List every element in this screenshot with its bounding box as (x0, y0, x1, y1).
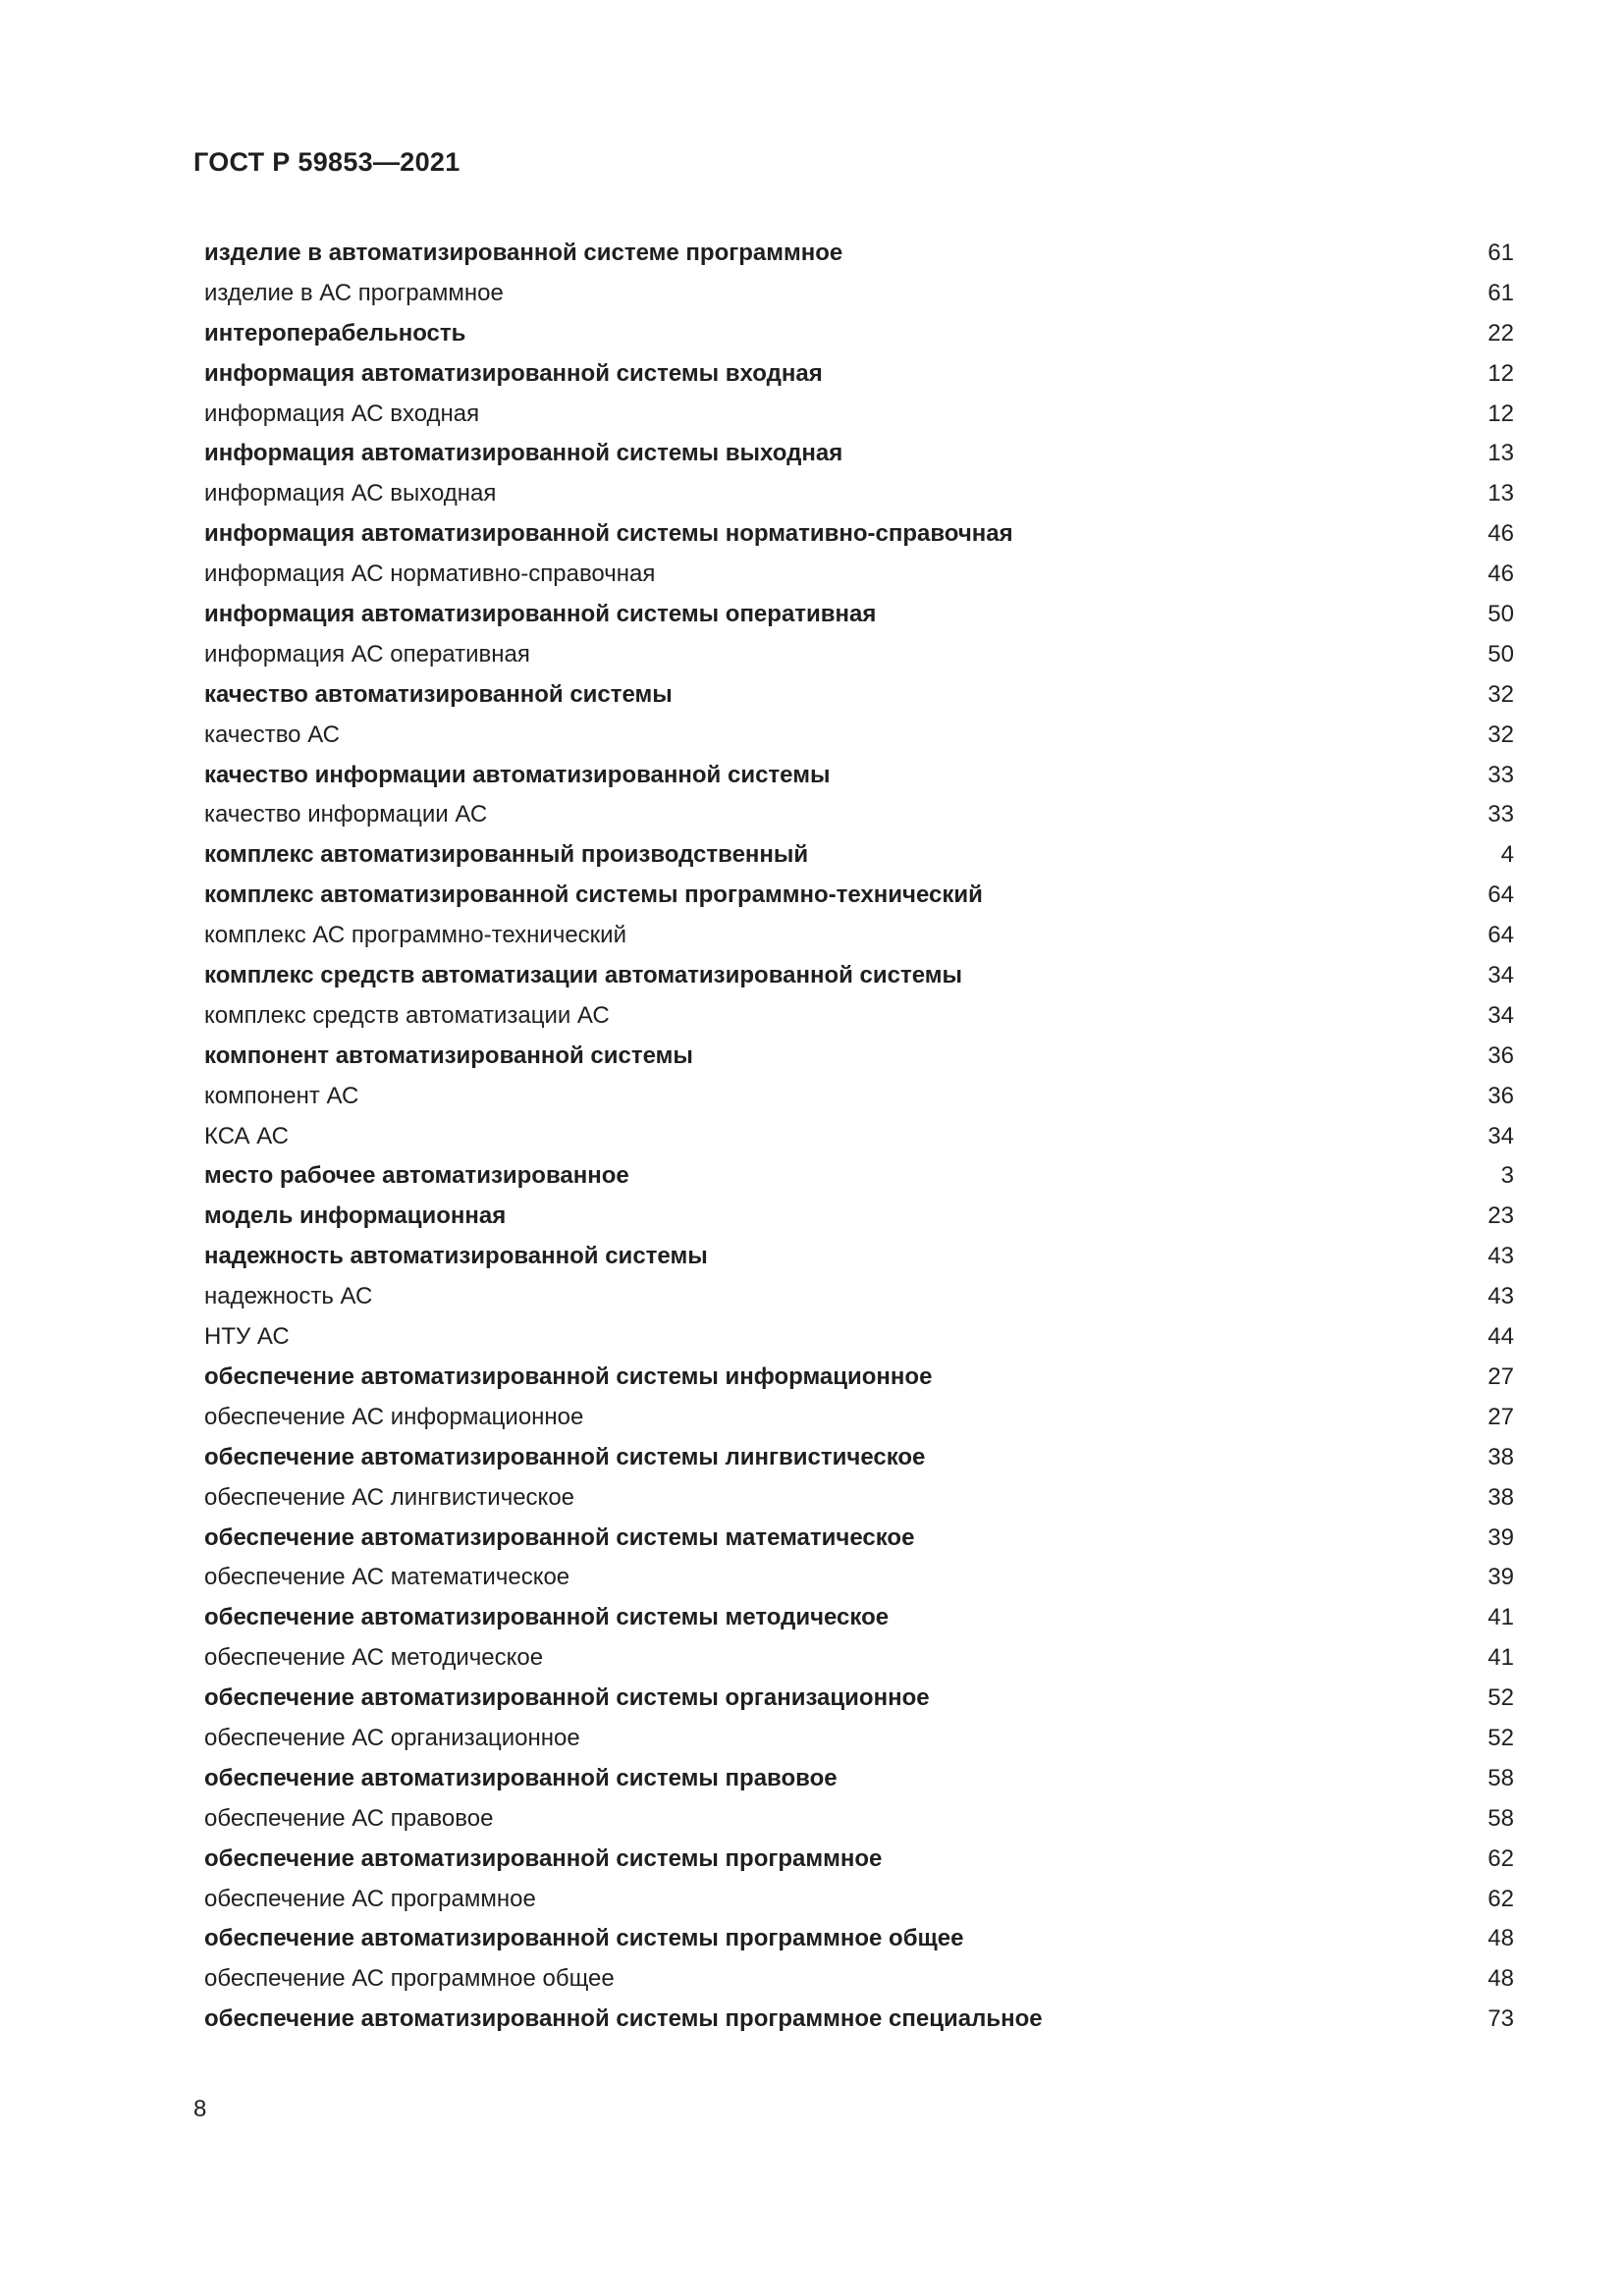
index-entry (204, 1759, 1514, 1799)
index-term: информация АС выходная (204, 480, 497, 507)
index-term: обеспечение АС правовое (204, 1804, 494, 1832)
index-term: интероперабельность (204, 319, 466, 347)
index-term: обеспечение АС лингвистическое (204, 1483, 575, 1511)
index-page-ref: 43 (1488, 1243, 1514, 1270)
index-term: информация АС нормативно-справочная (204, 561, 656, 588)
index-term: информация АС оперативная (204, 640, 530, 667)
index-page-ref: 52 (1488, 1684, 1514, 1712)
index-page-ref: 58 (1488, 1804, 1514, 1832)
index-page-ref: 44 (1488, 1323, 1514, 1351)
index-page-ref: 12 (1488, 400, 1514, 427)
index-entry (204, 1156, 1514, 1197)
index-entry (204, 1919, 1514, 1959)
index-entry (204, 2000, 1514, 2040)
index-entry (204, 514, 1514, 555)
index-term: изделие в АС программное (204, 279, 504, 306)
index-entry (204, 354, 1514, 395)
index-page-ref: 38 (1488, 1443, 1514, 1470)
index-page-ref: 64 (1488, 922, 1514, 949)
index-entry (204, 1719, 1514, 1759)
index-term: информация автоматизированной системы входная (204, 359, 823, 387)
index-page-ref: 52 (1488, 1724, 1514, 1751)
index-term: обеспечение автоматизированной системы информационное (204, 1362, 933, 1390)
index-term: качество информации АС (204, 801, 488, 828)
index-term: качество АС (204, 721, 340, 748)
index-term: обеспечение автоматизированной системы математическое (204, 1523, 915, 1551)
index-page-ref: 62 (1488, 1885, 1514, 1912)
index-page-ref: 41 (1488, 1604, 1514, 1631)
index-term: надежность автоматизированной системы (204, 1243, 708, 1270)
index-entry (204, 314, 1514, 354)
index-term: информация АС входная (204, 400, 480, 427)
index-term: надежность АС (204, 1283, 373, 1310)
index-entry (204, 1358, 1514, 1398)
index-term: обеспечение автоматизированной системы программное общее (204, 1925, 964, 1952)
index-term: НТУ АС (204, 1323, 290, 1351)
index-page-ref: 50 (1488, 601, 1514, 628)
index-entry (204, 274, 1514, 314)
index-page-ref: 32 (1488, 721, 1514, 748)
index-page-ref: 38 (1488, 1483, 1514, 1511)
index-term: обеспечение автоматизированной системы программное специальное (204, 2005, 1043, 2033)
index-entry (204, 1037, 1514, 1077)
index-page-ref: 62 (1488, 1844, 1514, 1872)
index-page-ref: 12 (1488, 359, 1514, 387)
index-term: компонент автоматизированной системы (204, 1041, 693, 1069)
index-page-ref: 36 (1488, 1041, 1514, 1069)
index-page-ref: 33 (1488, 801, 1514, 828)
index-term: обеспечение автоматизированной системы организационное (204, 1684, 930, 1712)
index-page-ref: 27 (1488, 1362, 1514, 1390)
index-entry (204, 835, 1514, 876)
index-page-ref: 64 (1488, 881, 1514, 909)
index-page-ref: 48 (1488, 1925, 1514, 1952)
index-page-ref: 23 (1488, 1202, 1514, 1230)
index-entry (204, 675, 1514, 716)
index-term: комплекс автоматизированный производственный (204, 841, 809, 869)
index-term: обеспечение автоматизированной системы правовое (204, 1764, 838, 1791)
index-page-ref: 4 (1500, 841, 1514, 869)
index-page-ref: 3 (1500, 1162, 1514, 1190)
index-entry (204, 1638, 1514, 1679)
index-entry (204, 1317, 1514, 1358)
index-entry (204, 635, 1514, 675)
index-page-ref: 13 (1488, 440, 1514, 467)
index-entry (204, 474, 1514, 514)
index-page-ref: 34 (1488, 1001, 1514, 1029)
index-page-ref: 39 (1488, 1523, 1514, 1551)
index-term: информация автоматизированной системы выходная (204, 440, 843, 467)
index-term: модель информационная (204, 1202, 507, 1230)
index-page-ref: 32 (1488, 680, 1514, 708)
index-page-ref: 73 (1488, 2005, 1514, 2033)
index-page-ref: 46 (1488, 520, 1514, 548)
index-term: информация автоматизированной системы оперативная (204, 601, 877, 628)
index-page-ref: 34 (1488, 1122, 1514, 1149)
index-term: обеспечение автоматизированной системы методическое (204, 1604, 890, 1631)
index-entry (204, 1840, 1514, 1880)
index-term: обеспечение АС программное (204, 1885, 536, 1912)
index-page-ref: 61 (1488, 279, 1514, 306)
index-page-ref: 61 (1488, 240, 1514, 266)
index-term: обеспечение АС программное общее (204, 1965, 615, 1993)
index-term: изделие в автоматизированной системе программное (204, 240, 843, 266)
index-page-ref: 22 (1488, 319, 1514, 347)
index-entry (204, 876, 1514, 916)
index-entry (204, 1880, 1514, 1920)
index-page-ref: 13 (1488, 480, 1514, 507)
index-page-ref: 46 (1488, 561, 1514, 588)
index-term: обеспечение автоматизированной системы программное (204, 1844, 883, 1872)
index-page-ref: 39 (1488, 1564, 1514, 1591)
index-entry (204, 1237, 1514, 1277)
document-header: ГОСТ Р 59853—2021 (193, 147, 460, 177)
index-entry (204, 1558, 1514, 1598)
index-term: комплекс АС программно-технический (204, 922, 626, 949)
index-entry (204, 1398, 1514, 1438)
index-entry (204, 996, 1514, 1037)
index-term: обеспечение АС информационное (204, 1403, 584, 1430)
index-term: обеспечение АС методическое (204, 1644, 544, 1672)
index-term: комплекс средств автоматизации АС (204, 1001, 610, 1029)
index-term: компонент АС (204, 1082, 359, 1109)
index-entry (204, 716, 1514, 756)
alphabetical-index (204, 234, 1514, 2040)
index-entry (204, 434, 1514, 474)
index-entry (204, 1117, 1514, 1157)
index-entry (204, 956, 1514, 996)
index-entry (204, 1598, 1514, 1638)
index-term: обеспечение автоматизированной системы лингвистическое (204, 1443, 926, 1470)
index-page-ref: 36 (1488, 1082, 1514, 1109)
index-page-ref: 58 (1488, 1764, 1514, 1791)
index-page-ref: 48 (1488, 1965, 1514, 1993)
index-entry (204, 395, 1514, 435)
index-term: КСА АС (204, 1122, 290, 1149)
index-page-ref: 33 (1488, 761, 1514, 788)
index-entry (204, 555, 1514, 595)
index-page-ref: 41 (1488, 1644, 1514, 1672)
index-entry (204, 1077, 1514, 1117)
index-entry (204, 234, 1514, 274)
index-term: место рабочее автоматизированное (204, 1162, 629, 1190)
index-page-ref: 43 (1488, 1283, 1514, 1310)
index-term: обеспечение АС организационное (204, 1724, 580, 1751)
index-term: информация автоматизированной системы нормативно-справочная (204, 520, 1013, 548)
index-entry (204, 1478, 1514, 1519)
index-entry (204, 1197, 1514, 1237)
index-page-ref: 34 (1488, 962, 1514, 989)
index-entry (204, 1799, 1514, 1840)
index-term: качество информации автоматизированной системы (204, 761, 831, 788)
index-entry (204, 1679, 1514, 1719)
index-page-ref: 27 (1488, 1403, 1514, 1430)
index-entry (204, 1438, 1514, 1478)
index-entry (204, 1959, 1514, 2000)
index-entry (204, 595, 1514, 635)
index-term: комплекс средств автоматизации автоматизированной системы (204, 962, 963, 989)
index-term: комплекс автоматизированной системы программно-технический (204, 881, 983, 909)
index-entry (204, 1277, 1514, 1317)
index-entry (204, 916, 1514, 956)
index-entry (204, 1519, 1514, 1559)
index-term: обеспечение АС математическое (204, 1564, 570, 1591)
index-page-ref: 50 (1488, 640, 1514, 667)
index-entry (204, 795, 1514, 835)
page-number: 8 (193, 2096, 207, 2122)
index-entry (204, 756, 1514, 796)
index-term: качество автоматизированной системы (204, 680, 673, 708)
